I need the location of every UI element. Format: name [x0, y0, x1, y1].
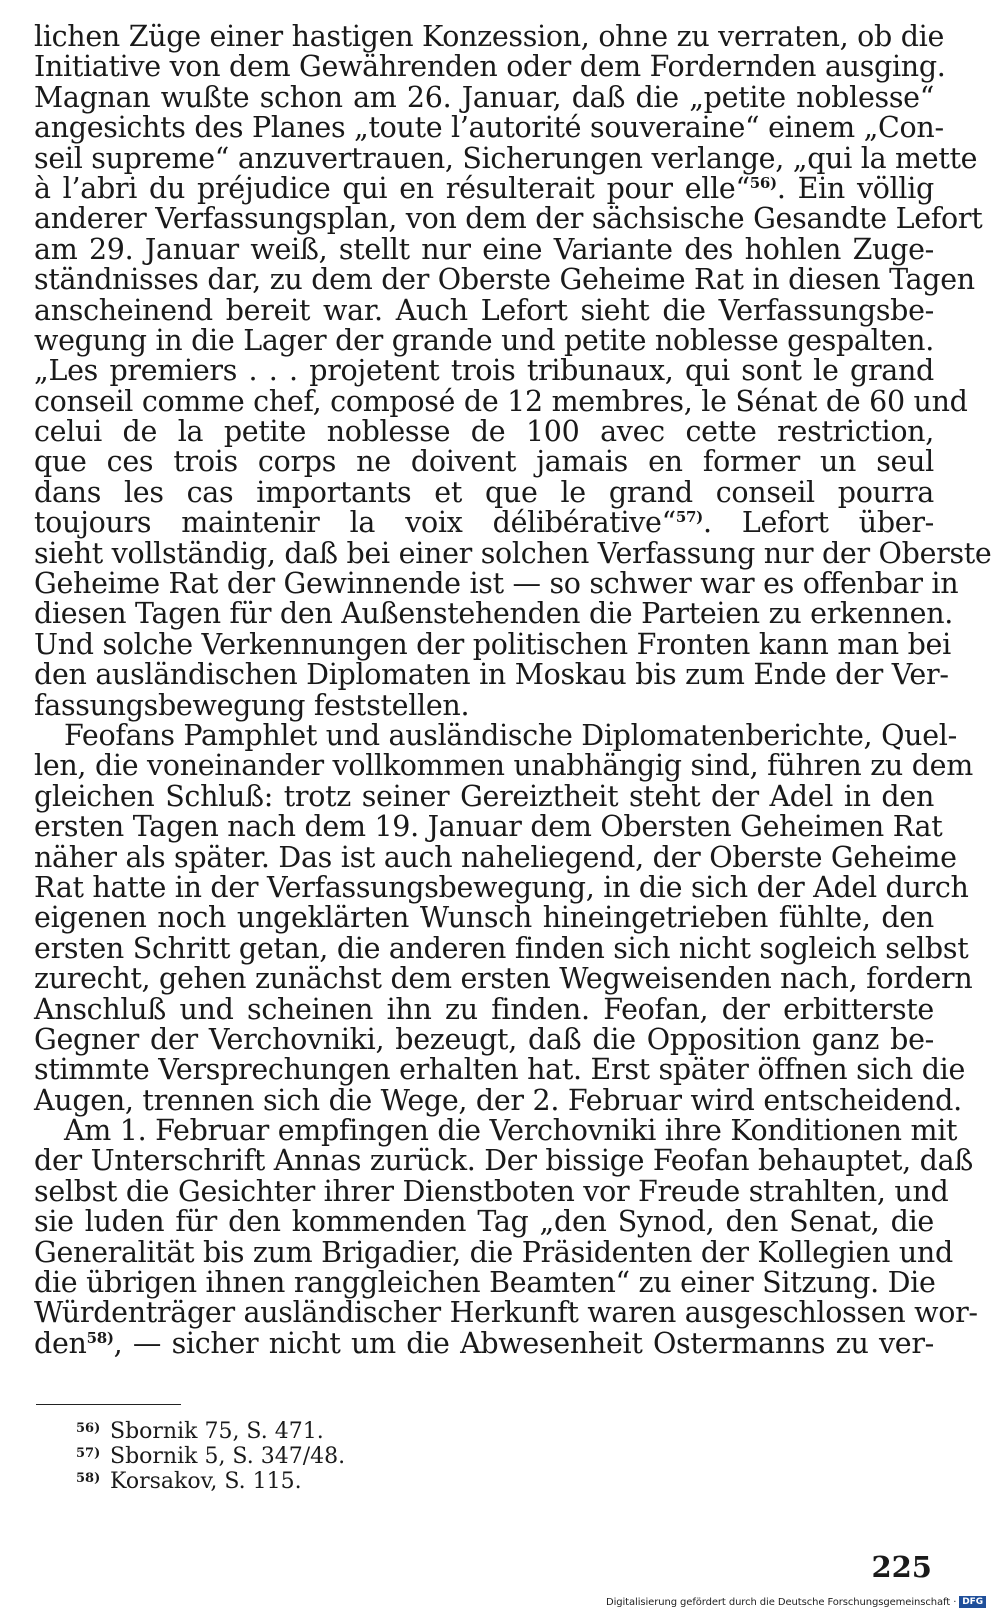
text-line: anderer Verfassungsplan, von dem der sächsische Gesandte Lefort [34, 202, 983, 236]
text-line [34, 508, 934, 538]
text-line: Gegner der Verchovniki, bezeugt, daß die Opposition ganz be- [34, 1022, 934, 1056]
footnote [76, 1466, 345, 1494]
footnote [76, 1416, 345, 1444]
footnote-ref[interactable]: 56) [749, 173, 777, 192]
footnote-divider [36, 1404, 181, 1405]
text-line: der Unterschrift Annas zurück. Der bissige Feofan behauptet, daß [34, 1144, 974, 1178]
text-line: Anschluß und scheinen ihn zu finden. Feofan, der erbitterste [34, 992, 934, 1026]
text-line: seil supreme“ anzuvertrauen, Sicherungen verlange, „qui la mette [34, 141, 978, 175]
text-line: angesichts des Planes „toute l’autorité souveraine“ einem „Con- [34, 111, 944, 145]
text-line: stimmte Versprechungen erhalten hat. Erst später öffnen sich die [34, 1053, 966, 1087]
text-line: anscheinend bereit war. Auch Lefort sieht die Verfassungsbe- [34, 293, 934, 327]
text-line: lichen Züge einer hastigen Konzession, ohne zu verraten, ob die [34, 20, 945, 53]
dfg-logo: DFG [959, 1596, 986, 1608]
text-segment: den [34, 1326, 87, 1360]
text-line: Initiative von dem Gewährenden oder dem Fordernden ausging. [34, 50, 946, 84]
text-line: „Les premiers . . . projetent trois tribunaux, qui sont le grand [34, 354, 934, 388]
text-line: Rat hatte in der Verfassungsbewegung, in die sich der Adel durch [34, 870, 969, 904]
text-line: ständnisses dar, zu dem der Oberste Geheime Rat in diesen Tagen [34, 263, 975, 297]
text-segment: — sicher nicht um die Abwesenheit Ostermanns zu ver- [132, 1326, 934, 1360]
page-number: 225 [871, 1550, 932, 1584]
text-line: Und solche Verkennungen der politischen Fronten kann man bei [34, 627, 951, 661]
text-line: diesen Tagen für den Außenstehenden die Parteien zu erkennen. [34, 597, 954, 631]
text-line: que ces trois corps ne doivent jamais en former un seul [34, 445, 934, 479]
footnote [76, 1441, 346, 1469]
text-line: eigenen noch ungeklärten Wunsch hineingetrieben fühlte, den [34, 901, 934, 935]
text-line [34, 1326, 934, 1360]
text-line: sie luden für den kommenden Tag „den Synod, den Senat, die [34, 1205, 934, 1239]
footnote-text: Sbornik 5, S. 347/48. [110, 1444, 346, 1469]
footnote-text: Sbornik 75, S. 471. [110, 1419, 324, 1444]
text-line: am 29. Januar weiß, stellt nur eine Variante des hohlen Zuge- [34, 232, 934, 266]
text-line: Am 1. Februar empfingen die Verchovniki ihre Konditionen mit [64, 1114, 958, 1148]
text-line: Augen, trennen sich die Wege, der 2. Februar wird entscheidend. [34, 1083, 962, 1117]
text-line: Feofans Pamphlet und ausländische Diplomatenberichte, Quel- [64, 718, 957, 752]
text-segment: . Lefort über- [702, 506, 934, 540]
text-line: Würdenträger ausländischer Herkunft waren ausgeschlossen wor- [34, 1296, 978, 1330]
footnote-marker: 56) [76, 1421, 101, 1436]
text-line: gleichen Schluß: trotz seiner Gereiztheit steht der Adel in den [34, 779, 934, 813]
text-line: ersten Tagen nach dem 19. Januar dem Obersten Geheimen Rat [34, 810, 943, 844]
text-segment: . Ein völlig [776, 171, 934, 205]
text-segment: , [113, 1326, 123, 1360]
footnote-text: Korsakov, S. 115. [110, 1469, 302, 1494]
footnote-marker: 57) [76, 1446, 101, 1461]
text-line: die übrigen ihnen ranggleichen Beamten“ zu einer Sitzung. Die [34, 1266, 936, 1300]
footnote-ref[interactable]: 58) [86, 1328, 114, 1347]
text-line: Generalität bis zum Brigadier, die Präsidenten der Kollegien und [34, 1235, 953, 1269]
text-line: dans les cas importants et que le grand conseil pourra [34, 475, 934, 509]
text-line [34, 171, 934, 205]
text-line: conseil comme chef, composé de 12 membres, le Sénat de 60 und [34, 384, 968, 418]
text-line: len, die voneinander vollkommen unabhängig sind, führen zu dem [34, 749, 973, 783]
text-line: den ausländischen Diplomaten in Moskau bis zum Ende der Ver- [34, 658, 949, 692]
text-segment: à l’abri du préjudice qui en résulterait pour elle“ [34, 171, 750, 205]
digitization-credit [606, 1596, 986, 1608]
text-line: selbst die Gesichter ihrer Dienstboten vor Freude strahlten, und [34, 1174, 949, 1208]
text-line: zurecht, gehen zunächst dem ersten Wegweisenden nach, fordern [34, 962, 973, 996]
text-line: Geheime Rat der Gewinnende ist — so schwer war es offenbar in [34, 567, 959, 601]
text-line: ersten Schritt getan, die anderen finden sich nicht sogleich selbst [34, 931, 969, 965]
footnote-ref[interactable]: 57) [675, 508, 703, 527]
footnote-marker: 58) [76, 1471, 101, 1486]
text-line: celui de la petite noblesse de 100 avec cette restriction, [34, 415, 934, 449]
footnotes [76, 1416, 346, 1494]
text-line: fassungsbewegung feststellen. [34, 688, 470, 722]
page-body [34, 20, 992, 1360]
credit-text: Digitalisierung gefördert durch die Deutsche Forschungsgemeinschaft · [605, 1597, 957, 1608]
text-line: Magnan wußte schon am 26. Januar, daß die „petite noblesse“ [34, 80, 934, 114]
text-segment: toujours maintenir la voix délibérative“ [34, 506, 676, 540]
text-line: sieht vollständig, daß bei einer solchen Verfassung nur der Oberste [34, 536, 992, 570]
text-line: näher als später. Das ist auch naheliegend, der Oberste Geheime [34, 840, 957, 874]
text-line: wegung in die Lager der grande und petite noblesse gespalten. [34, 323, 934, 357]
